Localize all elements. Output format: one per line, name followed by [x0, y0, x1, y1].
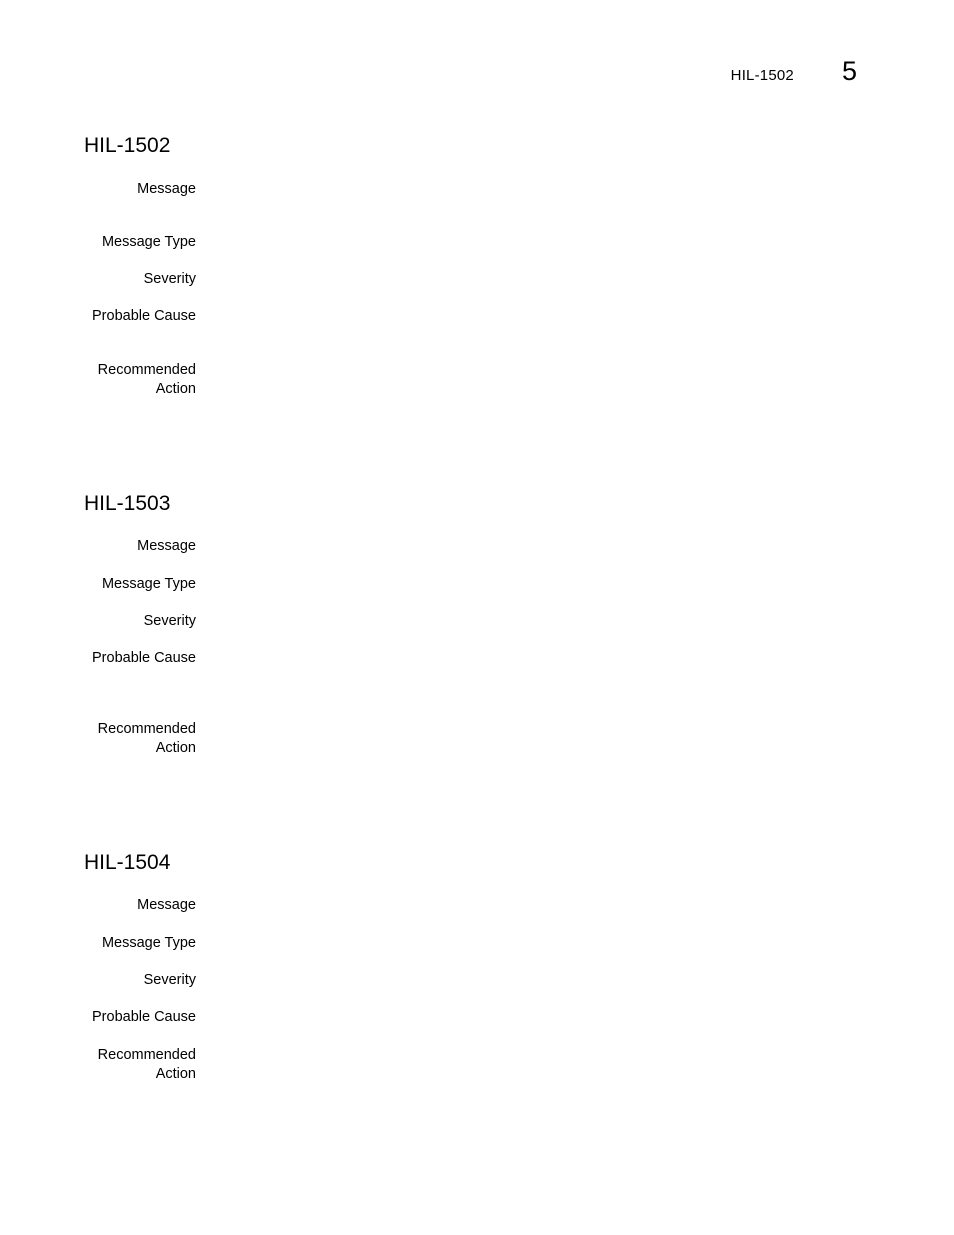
label-message-type: Message Type	[101, 234, 196, 250]
running-header	[731, 56, 857, 87]
entry-hil-1503	[84, 491, 864, 781]
entry-title: HIL-1503	[84, 492, 171, 515]
label-recommended-action: Recommended Action	[97, 721, 196, 756]
running-title: HIL-1502	[730, 67, 794, 84]
label-message: Message	[137, 897, 196, 913]
entry-hil-1502	[84, 133, 864, 423]
label-message-type: Message Type	[101, 935, 196, 951]
label-recommended-action: Recommended Action	[97, 1047, 196, 1082]
entry-title: HIL-1502	[84, 134, 171, 157]
label-probable-cause: Probable Cause	[92, 308, 196, 324]
label-message: Message	[137, 181, 196, 197]
page-number: 5	[841, 56, 857, 86]
label-probable-cause: Probable Cause	[92, 1009, 196, 1025]
label-message-type: Message Type	[101, 576, 196, 592]
label-recommended-action: Recommended Action	[97, 362, 196, 397]
label-message: Message	[137, 538, 196, 554]
entry-title: HIL-1504	[84, 851, 171, 874]
label-probable-cause: Probable Cause	[92, 650, 196, 666]
entry-hil-1504	[84, 850, 864, 1110]
label-severity: Severity	[143, 613, 196, 629]
label-severity: Severity	[143, 972, 196, 988]
label-severity: Severity	[143, 271, 196, 287]
